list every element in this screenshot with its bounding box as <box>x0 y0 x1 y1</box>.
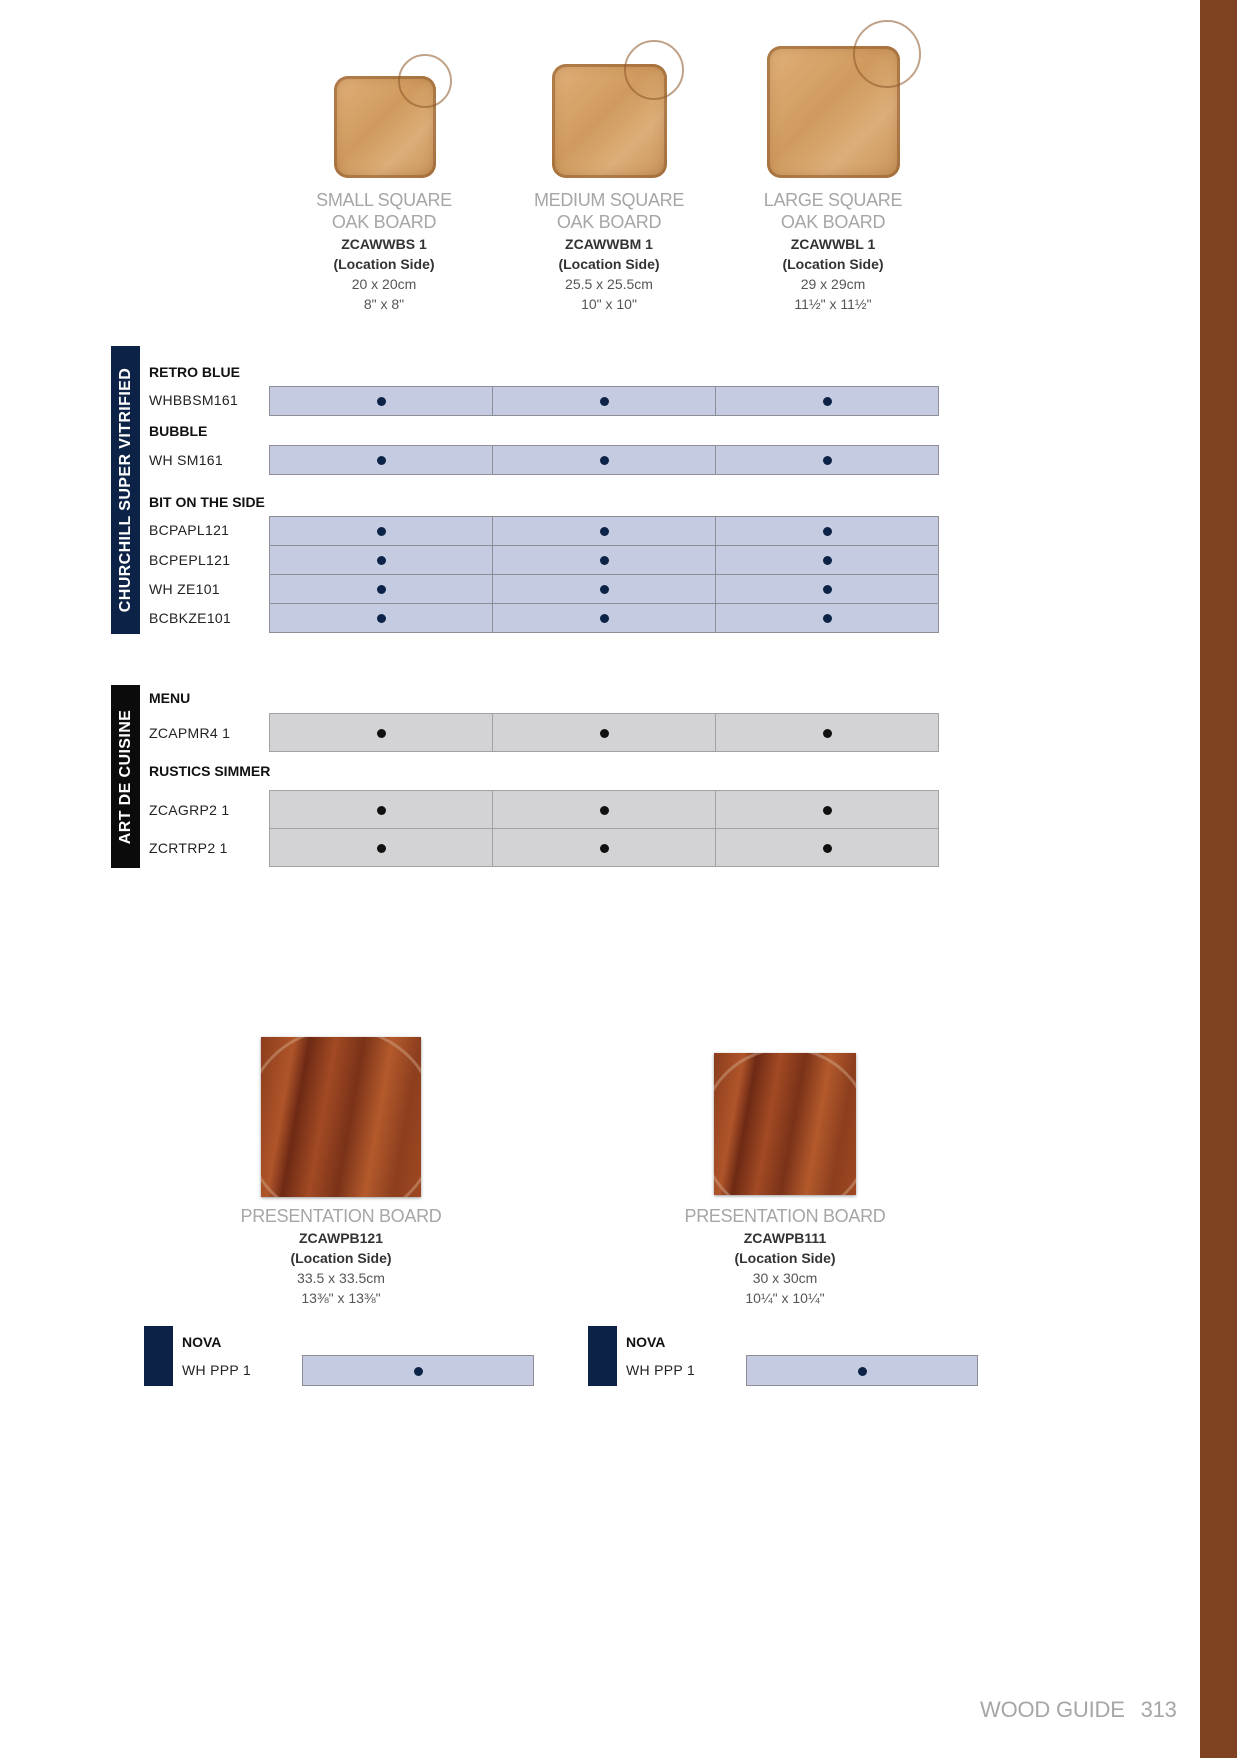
small-square-oak-board-image <box>334 76 436 178</box>
fit-dot <box>377 456 386 465</box>
page-number: 313 <box>1140 1697 1177 1722</box>
section-tab-label: ART DE CUISINE <box>116 709 134 844</box>
product-dim-in: 10¼" x 10¼" <box>745 1290 825 1306</box>
fit-row <box>269 713 939 752</box>
nova-tab-left <box>144 1326 173 1386</box>
art-de-cuisine-section-tab <box>111 685 140 868</box>
product-dim-in: 8" x 8" <box>363 296 405 312</box>
page-footer <box>980 1697 1177 1723</box>
item-code: ZCAPMR4 1 <box>149 725 231 741</box>
product-name: PRESENTATION BOARD <box>684 1206 886 1226</box>
presentation-board-small-image <box>714 1053 856 1195</box>
item-code: ZCRTRP2 1 <box>149 840 228 856</box>
fit-dot <box>377 527 386 536</box>
fit-dot <box>377 614 386 623</box>
item-code: BCPAPL121 <box>149 522 230 538</box>
fit-row <box>269 603 939 633</box>
fit-dot <box>823 614 832 623</box>
fit-dot <box>823 806 832 815</box>
item-code: WH PPP 1 <box>626 1362 696 1378</box>
product-location: (Location Side) <box>333 256 435 272</box>
fit-dot <box>600 614 609 623</box>
large-square-oak-board-image <box>767 46 900 178</box>
fit-dot <box>823 456 832 465</box>
product-code: ZCAWPB111 <box>743 1230 827 1246</box>
product-location: (Location Side) <box>290 1250 392 1266</box>
fit-dot <box>414 1367 423 1376</box>
fit-dot <box>600 729 609 738</box>
product-location: (Location Side) <box>782 256 884 272</box>
fit-row <box>746 1355 978 1386</box>
product-dim-cm: 29 x 29cm <box>800 276 866 292</box>
fit-row <box>269 790 939 829</box>
group-label: BUBBLE <box>149 423 208 439</box>
fit-dot <box>377 729 386 738</box>
product-large-square-oak-board <box>743 189 923 314</box>
fit-row <box>269 545 939 575</box>
fit-dot <box>823 527 832 536</box>
product-dim-in: 10" x 10" <box>581 296 637 312</box>
item-code: ZCAGRP2 1 <box>149 802 230 818</box>
product-name: SMALL SQUARE <box>316 190 452 210</box>
presentation-board-large-image <box>261 1037 421 1197</box>
fit-dot <box>377 844 386 853</box>
product-dim-cm: 20 x 20cm <box>351 276 417 292</box>
product-code: ZCAWWBL 1 <box>790 236 876 252</box>
fit-dot <box>823 397 832 406</box>
brown-edge-bar <box>1200 0 1237 1758</box>
product-name: PRESENTATION BOARD <box>240 1206 442 1226</box>
product-code: ZCAWWBS 1 <box>341 236 427 252</box>
product-location: (Location Side) <box>558 256 660 272</box>
fit-dot <box>823 844 832 853</box>
item-code: BCPEPL121 <box>149 552 231 568</box>
fit-row <box>302 1355 534 1386</box>
fit-dot <box>600 556 609 565</box>
item-code: BCBKZE101 <box>149 610 232 626</box>
fit-dot <box>377 556 386 565</box>
fit-dot <box>600 844 609 853</box>
fit-dot <box>823 585 832 594</box>
product-dim-cm: 30 x 30cm <box>752 1270 818 1286</box>
product-medium-square-oak-board <box>519 189 699 314</box>
fit-dot <box>858 1367 867 1376</box>
product-dim-cm: 33.5 x 33.5cm <box>297 1270 385 1286</box>
group-label: RETRO BLUE <box>149 364 240 380</box>
fit-row <box>269 828 939 867</box>
product-presentation-board-111 <box>675 1205 895 1308</box>
product-name: MEDIUM SQUARE <box>533 190 685 210</box>
fit-dot <box>600 397 609 406</box>
nova-tab-right <box>588 1326 617 1386</box>
product-name: OAK BOARD <box>780 212 886 232</box>
group-label: NOVA <box>626 1334 666 1350</box>
fit-row <box>269 574 939 604</box>
item-code: WH ZE101 <box>149 581 220 597</box>
fit-row <box>269 516 939 546</box>
fit-dot <box>823 729 832 738</box>
product-name: LARGE SQUARE <box>763 190 903 210</box>
fit-row <box>269 386 939 416</box>
group-label: RUSTICS SIMMER <box>149 763 271 779</box>
fit-dot <box>823 556 832 565</box>
product-code: ZCAWPB121 <box>298 1230 384 1246</box>
churchill-section-tab <box>111 346 140 634</box>
medium-square-oak-board-image <box>552 64 667 178</box>
product-name: OAK BOARD <box>556 212 662 232</box>
product-location: (Location Side) <box>734 1250 836 1266</box>
product-code: ZCAWWBM 1 <box>565 236 653 252</box>
group-label: MENU <box>149 690 191 706</box>
fit-dot <box>600 456 609 465</box>
fit-dot <box>600 527 609 536</box>
item-code: WH PPP 1 <box>182 1362 252 1378</box>
product-name: OAK BOARD <box>331 212 437 232</box>
footer-section-title: WOOD GUIDE <box>980 1697 1125 1722</box>
fit-dot <box>377 806 386 815</box>
product-dim-cm: 25.5 x 25.5cm <box>565 276 653 292</box>
product-dim-in: 13⅜" x 13⅜" <box>301 1290 381 1306</box>
fit-row <box>269 445 939 475</box>
group-label: NOVA <box>182 1334 222 1350</box>
fit-dot <box>377 397 386 406</box>
fit-dot <box>600 585 609 594</box>
fit-dot <box>600 806 609 815</box>
item-code: WHBBSM161 <box>149 392 239 408</box>
product-presentation-board-121 <box>231 1205 451 1308</box>
product-small-square-oak-board <box>294 189 474 314</box>
product-dim-in: 11½" x 11½" <box>794 296 872 312</box>
section-tab-label: CHURCHILL SUPER VITRIFIED <box>116 367 134 613</box>
fit-dot <box>377 585 386 594</box>
group-label: BIT ON THE SIDE <box>149 494 265 510</box>
item-code: WH SM161 <box>149 452 223 468</box>
